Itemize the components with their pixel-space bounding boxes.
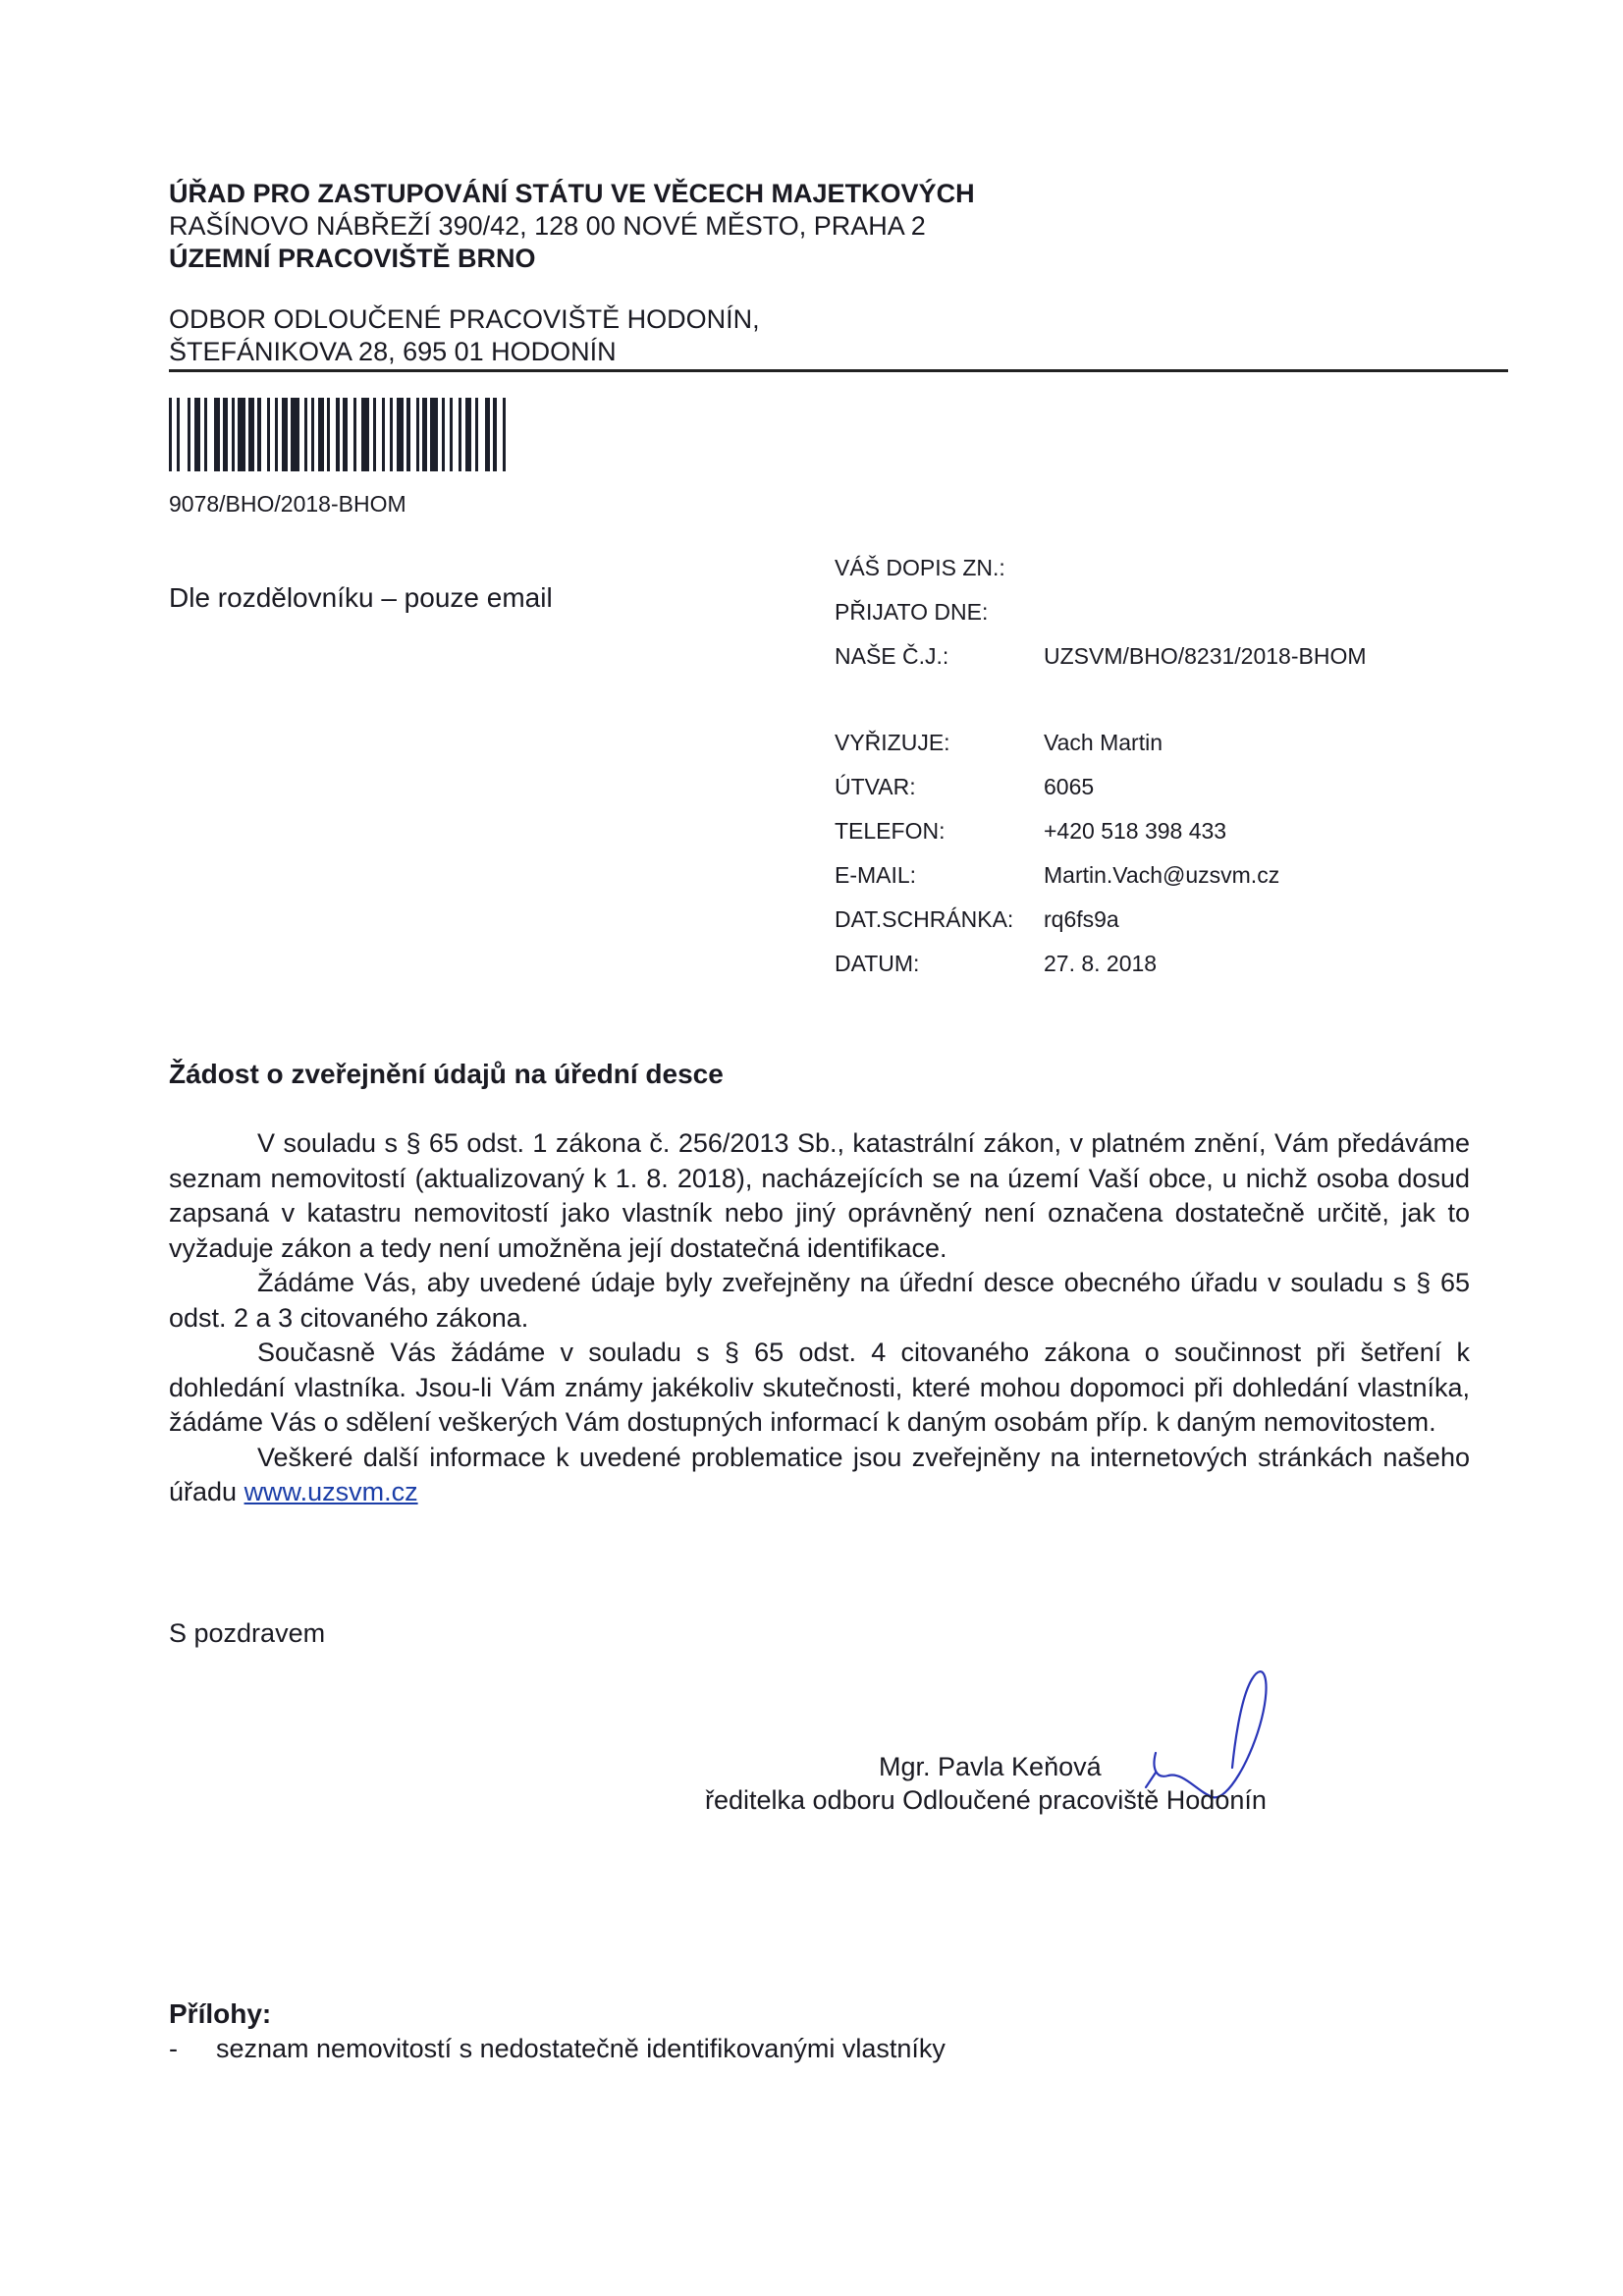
- contact-value-handler: Vach Martin: [1044, 730, 1163, 755]
- contact-label-handler: VYŘIZUJE:: [835, 730, 950, 755]
- contact-value-unit: 6065: [1044, 774, 1095, 799]
- contact-label-databox: DAT.SCHRÁNKA:: [835, 906, 1014, 932]
- barcode-image: [169, 398, 856, 471]
- ref-value-our-ref: UZSVM/BHO/8231/2018-BHOM: [1044, 643, 1367, 669]
- ref-label-received: PŘIJATO DNE:: [835, 599, 989, 625]
- body-paragraph-4: [169, 1441, 1470, 1510]
- contact-label-email: E-MAIL:: [835, 862, 917, 888]
- subject-heading: Žádost o zveřejnění údajů na úřední desce: [169, 1059, 724, 1089]
- barcode-text: 9078/BHO/2018-BHOM: [169, 491, 406, 517]
- signatory-name: Mgr. Pavla Keňová: [879, 1752, 1102, 1781]
- header-divider: [169, 369, 1508, 372]
- contact-label-date: DATUM:: [835, 951, 920, 976]
- org-name: ÚŘAD PRO ZASTUPOVÁNÍ STÁTU VE VĚCECH MAJETKOVÝCH: [169, 179, 975, 208]
- ref-label-your-letter: VÁŠ DOPIS ZN.:: [835, 555, 1005, 580]
- contact-value-date: 27. 8. 2018: [1044, 951, 1158, 976]
- attachment-bullet: -: [169, 2034, 178, 2063]
- closing-salutation: S pozdravem: [169, 1618, 326, 1648]
- org-address: RAŠÍNOVO NÁBŘEŽÍ 390/42, 128 00 NOVÉ MĚSTO, PRAHA 2: [169, 211, 926, 241]
- attachment-item: [169, 2034, 946, 2064]
- signatory-title: ředitelka odboru Odloučené pracoviště Hodonín: [705, 1785, 1267, 1815]
- contact-label-unit: ÚTVAR:: [835, 774, 916, 799]
- body-paragraph-3: Současně Vás žádáme v souladu s § 65 odst. 4 citovaného zákona o součinnost při šetření k dohledání vlastníka. Jsou-li Vám známy jakékoliv skutečnosti, které mohou dopomoci při dohledání vlastníka, žádáme Vás o sdělení veškerých Vám dostupných informací k daným osobám příp. k daným nemovitostem.: [169, 1338, 1470, 1437]
- body-paragraph-4-text: Veškeré další informace k uvedené problematice jsou zveřejněny na internetových stránkách našeho úřadu: [169, 1442, 1470, 1506]
- letter-body: [169, 1126, 1470, 1510]
- contact-value-databox: rq6fs9a: [1044, 906, 1119, 932]
- attachment-text: seznam nemovitostí s nedostatečně identifikovanými vlastníky: [216, 2034, 946, 2063]
- website-link[interactable]: www.uzsvm.cz: [243, 1477, 418, 1506]
- territorial-office: ÚZEMNÍ PRACOVIŠTĚ BRNO: [169, 244, 536, 273]
- contact-value-email: Martin.Vach@uzsvm.cz: [1044, 862, 1280, 888]
- ref-label-our-ref: NAŠE Č.J.:: [835, 643, 949, 669]
- recipient: Dle rozdělovníku – pouze email: [169, 582, 553, 613]
- department-name: ODBOR ODLOUČENÉ PRACOVIŠTĚ HODONÍN,: [169, 304, 760, 334]
- body-paragraph-1: V souladu s § 65 odst. 1 zákona č. 256/2013 Sb., katastrální zákon, v platném znění, Vám předáváme seznam nemovitostí (aktualizovaný k 1. 8. 2018), nacházejících se na území Vaší obce, u nichž osoba dosud zapsaná v katastru nemovitostí jako vlastník nebo jiný oprávněný není označena dostatečně určitě, jak to vyžaduje zákon a tedy není umožněna její dostatečná identifikace.: [169, 1128, 1470, 1263]
- contact-label-phone: TELEFON:: [835, 818, 946, 844]
- contact-value-phone: +420 518 398 433: [1044, 818, 1227, 844]
- body-paragraph-2: Žádáme Vás, aby uvedené údaje byly zveřejněny na úřední desce obecného úřadu v souladu s § 65 odst. 2 a 3 citovaného zákona.: [169, 1268, 1470, 1333]
- attachments-heading: Přílohy:: [169, 1998, 272, 2029]
- department-address: ŠTEFÁNIKOVA 28, 695 01 HODONÍN: [169, 337, 617, 366]
